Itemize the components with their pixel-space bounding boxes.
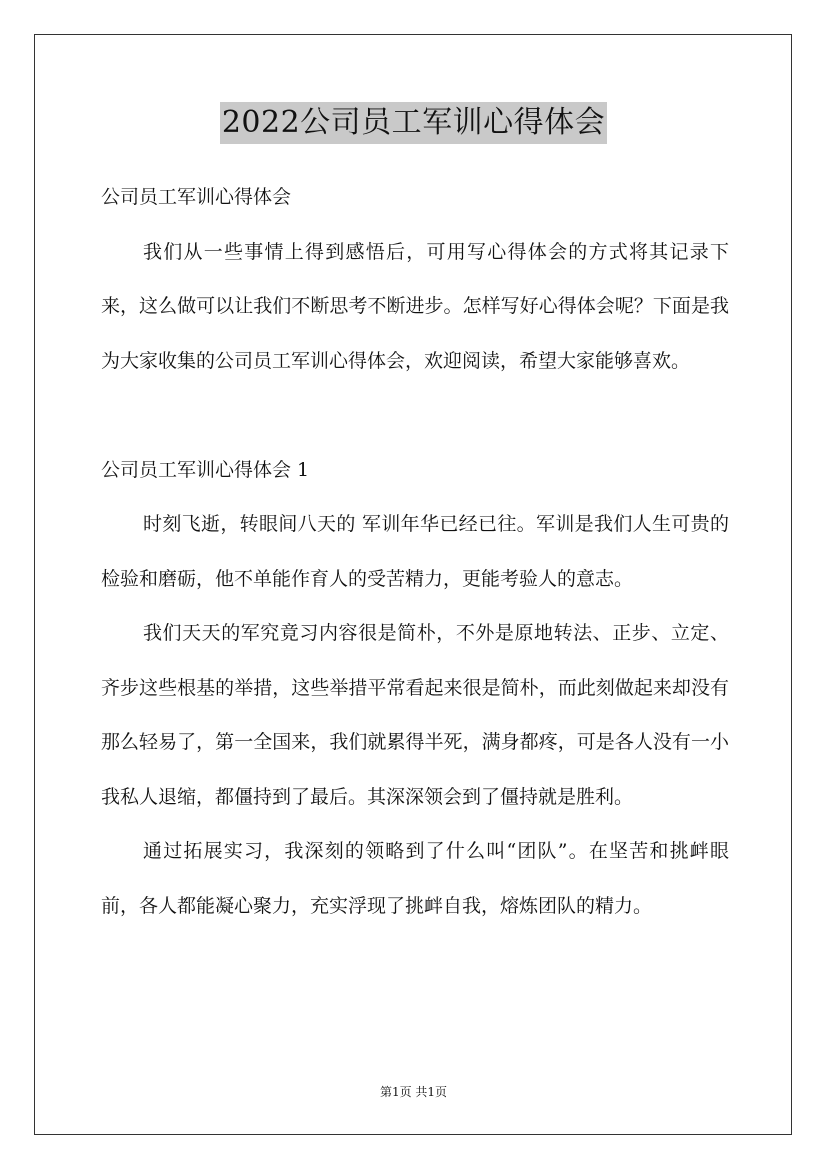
- document-title: 2022公司员工军训心得体会: [220, 102, 607, 144]
- body-paragraph-3: 通过拓展实习，我深刻的领略到了什么叫“团队”。在坚苦和挑衅眼前，各人都能凝心聚力，充实浮现了挑衅自我，熔炼团队的精力。: [101, 840, 729, 917]
- body-paragraph-1: 时刻飞逝，转眼间八天的 军训年华已经已往。军训是我们人生可贵的检验和磨砺，他不单能作育人的受苦精力，更能考验人的意志。: [101, 513, 729, 590]
- title-container: [0, 102, 827, 144]
- paragraph-spacer: [101, 388, 729, 443]
- document-body: [101, 170, 729, 933]
- page-number: 第1页 共1页: [379, 1085, 448, 1099]
- section-heading: 公司员工军训心得体会 1: [101, 458, 310, 481]
- document-subtitle: 公司员工军训心得体会: [101, 186, 292, 208]
- intro-paragraph: 我们从一些事情上得到感悟后，可用写心得体会的方式将其记录下来，这么做可以让我们不断思考不断进步。怎样写好心得体会呢？下面是我为大家收集的公司员工军训心得体会，欢迎阅读，希望大家能够喜欢。: [101, 240, 729, 372]
- body-paragraph-2: 我们天天的军究竟习内容很是简朴，不外是原地转法、正步、立定、齐步这些根基的举措，这些举措平常看起来很是简朴，而此刻做起来却没有那么轻易了，第一全国来，我们就累得半死，满身都疼，可是各人没有一小我私人退缩，都僵持到了最后。其深深领会到了僵持就是胜利。: [101, 622, 729, 808]
- page-footer: [0, 1084, 827, 1100]
